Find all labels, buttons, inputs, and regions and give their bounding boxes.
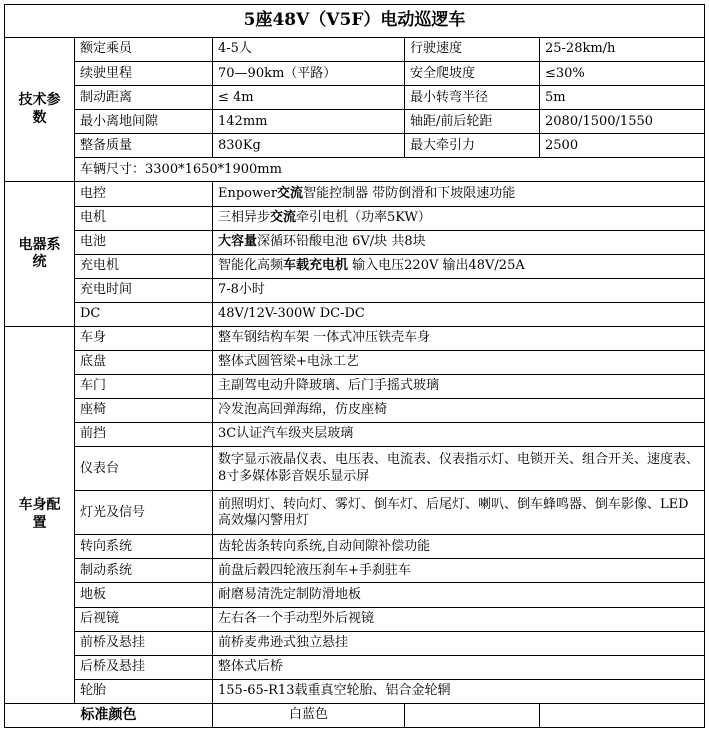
- spec-label: 充电时间: [75, 278, 213, 302]
- section-body-config: 车身配 置: [5, 326, 75, 703]
- table-row: [5, 655, 705, 679]
- table-row: [5, 631, 705, 655]
- spec-value: 前照明灯、转向灯、雾灯、倒车灯、后尾灯、喇叭、倒车蜂鸣器、倒车影像、LED高效爆闪警用灯: [213, 491, 705, 535]
- spec-label: 制动系统: [75, 559, 213, 583]
- param-label: 安全爬坡度: [405, 62, 540, 86]
- spec-label: 车身: [75, 326, 213, 350]
- spec-value: 数字显示液晶仪表、电压表、电流表、仪表指示灯、电锁开关、组合开关、速度表、8寸多媒体影音娱乐显示屏: [213, 447, 705, 491]
- spec-value: 前桥麦弗逊式独立悬挂: [213, 631, 705, 655]
- table-row: [5, 423, 705, 447]
- param-label: 最小离地间隙: [75, 110, 213, 134]
- table-row: [5, 110, 705, 134]
- param-value: 2080/1500/1550: [540, 110, 705, 134]
- param-label: 最大牵引力: [405, 134, 540, 158]
- spec-label: 电机: [75, 206, 213, 230]
- param-value: 5m: [540, 86, 705, 110]
- table-row: [5, 491, 705, 535]
- spec-value: 3C认证汽车级夹层玻璃: [213, 423, 705, 447]
- spec-value: 智能化高频车载充电机 输入电压220V 输出48V/25A: [213, 254, 705, 278]
- param-label: 整备质量: [75, 134, 213, 158]
- color-value: 白蓝色: [213, 703, 405, 727]
- table-row: [5, 254, 705, 278]
- spec-value: 48V/12V-300W DC-DC: [213, 302, 705, 326]
- empty-cell: [540, 703, 705, 727]
- param-value: 142mm: [213, 110, 405, 134]
- table-row: [5, 134, 705, 158]
- table-row: [5, 535, 705, 559]
- param-label: 制动距离: [75, 86, 213, 110]
- spec-label: 前挡: [75, 423, 213, 447]
- spec-value: 大容量深循环铅酸电池 6V/块 共8块: [213, 230, 705, 254]
- spec-label: 底盘: [75, 350, 213, 374]
- param-value: 25-28km/h: [540, 38, 705, 62]
- table-row: [5, 399, 705, 423]
- spec-table: [4, 4, 705, 728]
- param-value: 830Kg: [213, 134, 405, 158]
- color-label: 标准颜色: [5, 703, 213, 727]
- spec-label: DC: [75, 302, 213, 326]
- section-electrical: 电器系 统: [5, 182, 75, 326]
- spec-label: 后桥及悬挂: [75, 655, 213, 679]
- table-row: [5, 302, 705, 326]
- table-row: [5, 86, 705, 110]
- spec-value: 155-65-R13载重真空轮胎、铝合金轮辋: [213, 679, 705, 703]
- spec-value: 前盘后毂四轮液压刹车+手刹驻车: [213, 559, 705, 583]
- spec-value: 齿轮齿条转向系统,自动间隙补偿功能: [213, 535, 705, 559]
- spec-value: 主副驾电动升降玻璃、后门手摇式玻璃: [213, 374, 705, 398]
- table-row: [5, 206, 705, 230]
- param-value: ≤ 4m: [213, 86, 405, 110]
- table-row: [5, 182, 705, 206]
- param-label: 最小转弯半径: [405, 86, 540, 110]
- spec-label: 仪表台: [75, 447, 213, 491]
- spec-label: 充电机: [75, 254, 213, 278]
- spec-label: 灯光及信号: [75, 491, 213, 535]
- spec-label: 转向系统: [75, 535, 213, 559]
- spec-label: 轮胎: [75, 679, 213, 703]
- spec-value: Enpower交流智能控制器 带防倒滑和下坡限速功能: [213, 182, 705, 206]
- table-row: [5, 559, 705, 583]
- table-row: [5, 447, 705, 491]
- page-title: 5座48V（V5F）电动巡逻车: [5, 5, 705, 38]
- table-row: [5, 38, 705, 62]
- table-row: [5, 607, 705, 631]
- table-row: [5, 158, 705, 182]
- table-row: [5, 583, 705, 607]
- spec-label: 后视镜: [75, 607, 213, 631]
- table-row: [5, 350, 705, 374]
- spec-value: 整体式后桥: [213, 655, 705, 679]
- table-row: [5, 62, 705, 86]
- spec-label: 地板: [75, 583, 213, 607]
- spec-value: 耐磨易清洗定制防滑地板: [213, 583, 705, 607]
- spec-value: 冷发泡高回弹海绵，仿皮座椅: [213, 399, 705, 423]
- section-tech-params: 技术参 数: [5, 38, 75, 182]
- param-label: 续驶里程: [75, 62, 213, 86]
- spec-value: 左右各一个手动型外后视镜: [213, 607, 705, 631]
- table-row: [5, 374, 705, 398]
- spec-value: 整体式圆管梁+电泳工艺: [213, 350, 705, 374]
- spec-label: 前桥及悬挂: [75, 631, 213, 655]
- spec-label: 车门: [75, 374, 213, 398]
- vehicle-dimensions: 车辆尺寸：3300*1650*1900mm: [75, 158, 705, 182]
- title-row: [5, 5, 705, 38]
- param-label: 轴距/前后轮距: [405, 110, 540, 134]
- param-value: 2500: [540, 134, 705, 158]
- param-value: ≤30%: [540, 62, 705, 86]
- spec-value: 7-8小时: [213, 278, 705, 302]
- spec-value: 整车钢结构车架 一体式冲压铁壳车身: [213, 326, 705, 350]
- table-row: [5, 679, 705, 703]
- param-label: 行驶速度: [405, 38, 540, 62]
- spec-label: 座椅: [75, 399, 213, 423]
- param-label: 额定乘员: [75, 38, 213, 62]
- param-value: 70—90km（平路）: [213, 62, 405, 86]
- empty-cell: [405, 703, 540, 727]
- spec-value: 三相异步交流牵引电机（功率5KW）: [213, 206, 705, 230]
- table-row: [5, 230, 705, 254]
- table-row: [5, 703, 705, 727]
- spec-label: 电控: [75, 182, 213, 206]
- table-row: [5, 326, 705, 350]
- spec-label: 电池: [75, 230, 213, 254]
- param-value: 4-5人: [213, 38, 405, 62]
- table-row: [5, 278, 705, 302]
